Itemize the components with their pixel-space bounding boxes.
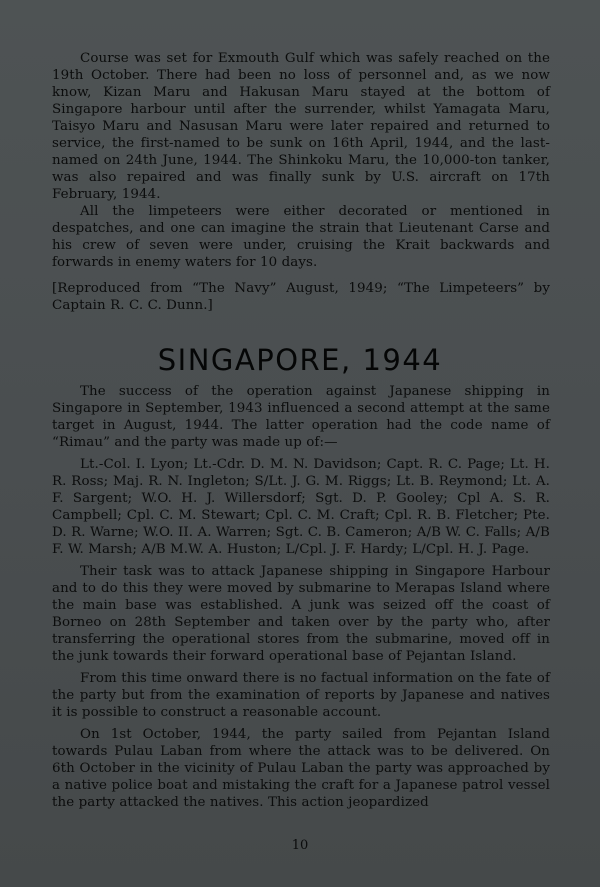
paragraph: Their task was to attack Japanese shipping in Singapore Harbour and to do this they were moved by submarine to Merapas Island where the main base was established. A junk was seized off the coast of Borneo on 28th September and taken over by the party who, after transferring the operational stores from the submarine, moved off in the junk towards their forward operational base of Pejantan Island. — [52, 564, 550, 664]
section-limpeteers-text — [52, 50, 550, 314]
paragraph: From this time onward there is no factual information on the fate of the party but from the examination of reports by Japanese and natives it is possible to construct a reasonable account. — [52, 671, 550, 720]
paragraph: Lt.-Col. I. Lyon; Lt.-Cdr. D. M. N. Davidson; Capt. R. C. Page; Lt. H. R. Ross; Maj. R. N. Ingleton; S/Lt. J. G. M. Riggs; Lt. B. Reymond; Lt. A. F. Sargent; W.O. H. J. Willersdorf; Sgt. D. P. Gooley; Cpl A. S. R. Campbell; Cpl. C. M. Stewart; Cpl. C. M. Craft; Cpl. R. B. Fletcher; Pte. D. R. Warne; W.O. II. A. Warren; Sgt. C. B. Cameron; A/B W. C. Falls; A/B F. W. Marsh; A/B M.W. A. Huston; L/Cpl. J. F. Hardy; L/Cpl. H. J. Page. — [52, 457, 550, 557]
section-singapore-text — [52, 383, 550, 816]
citation: [Reproduced from “The Navy” August, 1949; “The Limpeteers” by Captain R. C. C. Dunn.] — [52, 281, 550, 313]
paragraph: All the limpeteers were either decorated or mentioned in despatches, and one can imagine the strain that Lieutenant Carse and his crew of seven were under, cruising the Krait backwards and forwards in enemy waters for 10 days. — [52, 204, 550, 270]
page-number: 10 — [291, 838, 309, 853]
paragraph: The success of the operation against Japanese shipping in Singapore in September, 1943 influenced a second attempt at the same target in August, 1944. The latter operation had the code name of “Rimau” and the party was made up of:— — [52, 384, 550, 450]
section-heading: SINGAPORE, 1944 — [157, 343, 443, 378]
paragraph: Course was set for Exmouth Gulf which was safely reached on the 19th October. There had been no loss of personnel and, as we now know, Kizan Maru and Hakusan Maru stayed at the bottom of Singapore harbour until after the surrender, whilst Yamagata Maru, Taisyo Maru and Nasusan Maru were later repaired and returned to service, the first-named to be sunk on 16th April, 1944, and the last-named on 24th June, 1944. The Shinkoku Maru, the 10,000-ton tanker, was also repaired and was finally sunk by U.S. aircraft on 17th February, 1944. — [52, 51, 550, 202]
paragraph: On 1st October, 1944, the party sailed from Pejantan Island towards Pulau Laban from where the attack was to be delivered. On 6th October in the vicinity of Pulau Laban the party was approached by a native police boat and mistaking the craft for a Japanese patrol vessel the party attacked the natives. This action jeopardized — [52, 727, 550, 810]
